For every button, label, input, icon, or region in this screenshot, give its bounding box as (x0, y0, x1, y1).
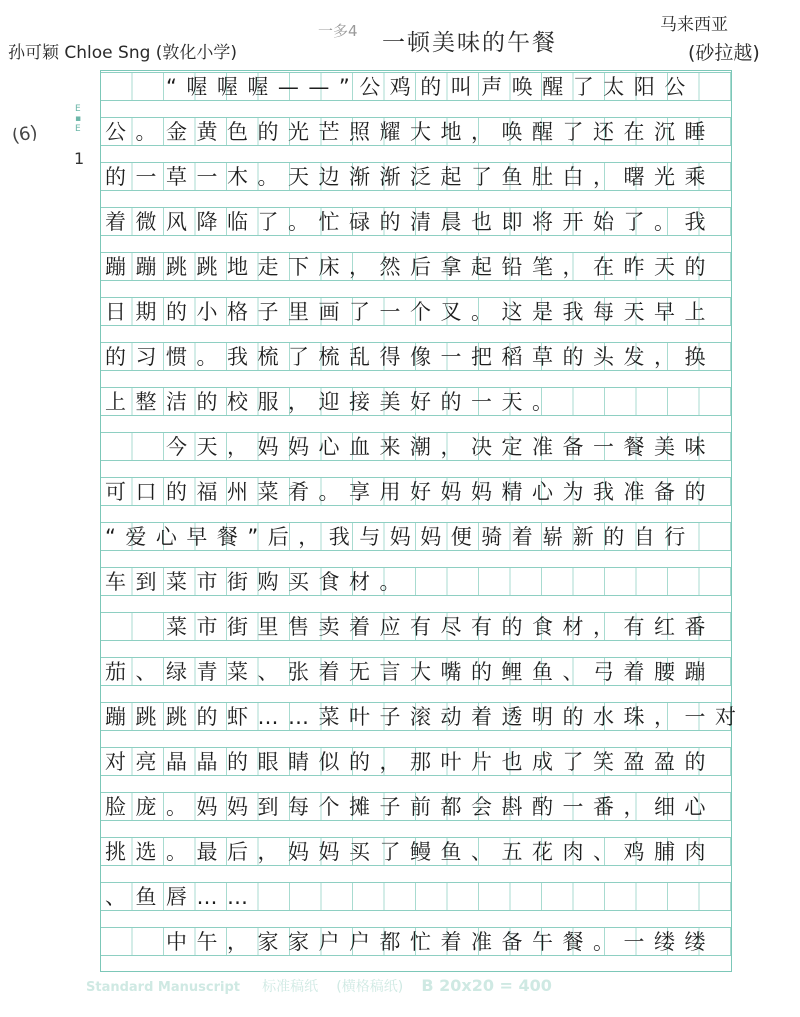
entry-number: 一多4 (318, 22, 358, 40)
grid-line (101, 612, 731, 641)
grid-line (101, 657, 731, 686)
essay-line-text: 对亮晶晶的眼睛似的，那叶片也成了笑盈盈的 (105, 750, 715, 774)
region-label: (砂拉越) (688, 42, 760, 64)
side-identifier: E ▪ E (75, 104, 82, 134)
essay-line-text: 的一草一木。天边渐渐泛起了鱼肚白，曙光乘 (105, 165, 715, 189)
essay-line-text: 着微风降临了。忙碌的清晨也即将开始了。我 (105, 210, 715, 234)
grid-line (101, 342, 731, 371)
grid-line (101, 477, 731, 506)
margin-mark-number: (6) (10, 121, 40, 148)
essay-line-text: 、鱼唇…… (105, 885, 258, 909)
essay-line-text: 中午，家家户户都忙着准备午餐。一缕缕 (105, 930, 715, 954)
grid-line (101, 297, 731, 326)
essay-line-text: 菜市街里售卖着应有尽有的食材，有红番 (105, 615, 715, 639)
grid-line (101, 792, 731, 821)
writing-grid (100, 70, 746, 972)
footer-name-cn: 标准稿纸 (262, 979, 319, 995)
grid-line (101, 117, 731, 146)
grid-line (101, 567, 731, 596)
grid-line (101, 252, 731, 281)
grid-line (101, 702, 746, 731)
grid-line (101, 387, 731, 416)
footer-paper-type: (横格稿纸) (336, 979, 404, 995)
essay-line-text: 公。金黄色的光芒照耀大地，唤醒了还在沉睡 (105, 120, 715, 144)
grid-line (101, 837, 731, 866)
grid-line (101, 72, 731, 101)
author-name: 孙可颖 Chloe Sng (敦化小学) (8, 43, 238, 63)
footer-spec: B 20x20 = 400 (421, 976, 552, 995)
essay-title: 一顿美味的午餐 (382, 30, 557, 56)
margin-tick: 1 (74, 149, 85, 168)
essay-line-text: 茄、绿青菜、张着无言大嘴的鲤鱼、弓着腰蹦 (105, 660, 715, 684)
paper-footer (86, 976, 552, 996)
essay-line-text: 脸庞。妈妈到每个摊子前都会斟酌一番，细心 (105, 795, 715, 819)
essay-line-text: “喔喔喔——”公鸡的叫声唤醒了太阳公 (105, 75, 695, 99)
essay-line-text: “爱心早餐”后，我与妈妈便骑着崭新的自行 (105, 525, 695, 549)
essay-line-text: 挑选。最后，妈妈买了鳗鱼、五花肉、鸡脯肉 (105, 840, 715, 864)
essay-line-text: 今天，妈妈心血来潮，决定准备一餐美味 (105, 435, 715, 459)
essay-line-text: 上整洁的校服，迎接美好的一天。 (105, 390, 563, 414)
essay-line-text: 车到菜市街购买食材。 (105, 570, 410, 594)
grid-line (101, 927, 731, 956)
essay-line-text: 的习惯。我梳了梳乱得像一把稻草的头发，换 (105, 345, 715, 369)
essay-line-text: 蹦跳跳的虾……菜叶子滚动着透明的水珠，一对 (105, 705, 746, 729)
grid-line (101, 207, 731, 236)
grid-line (101, 432, 731, 461)
essay-line-text: 可口的福州菜肴。享用好妈妈精心为我准备的 (105, 480, 715, 504)
essay-line-text: 日期的小格子里画了一个叉。这是我每天早上 (105, 300, 715, 324)
footer-brand: Standard Manuscript (86, 980, 240, 995)
country-label: 马来西亚 (660, 15, 728, 35)
grid-line (101, 747, 731, 776)
grid-line (101, 162, 731, 191)
grid-line (101, 522, 731, 551)
grid-line (101, 882, 731, 911)
essay-line-text: 蹦蹦跳跳地走下床，然后拿起铅笔，在昨天的 (105, 255, 715, 279)
